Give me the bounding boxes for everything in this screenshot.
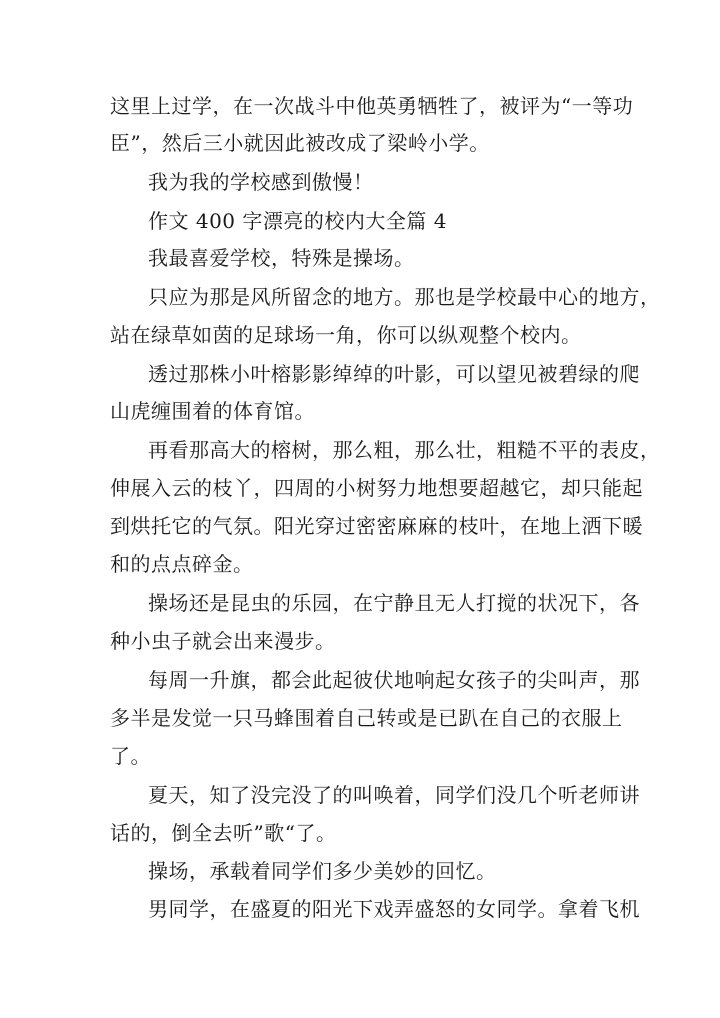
text-line: 这里上过学，在一次战斗中他英勇牺牲了，被评为“一等功 [110, 94, 634, 118]
text-line: 操场还是昆虫的乐园，在宁静且无人打搅的状况下，各 [148, 591, 640, 615]
text-line: 山虎缠围着的体育馆。 [110, 399, 315, 423]
text-line: 和的点点碎金。 [110, 552, 254, 576]
section-heading: 作文 400 字漂亮的校内大全篇 4 [148, 209, 447, 233]
text-line: 只应为那是风所留念的地方。那也是学校最中心的地方， [148, 285, 661, 309]
text-line: 多半是发觉一只马蜂围着自己转或是已趴在自己的衣服上 [110, 706, 623, 730]
text-line: 操场，承载着同学们多少美妙的回忆。 [148, 859, 497, 883]
text-line: 透过那株小叶榕影影绰绰的叶影，可以望见被碧绿的爬 [148, 362, 640, 386]
text-line: 到烘托它的气氛。阳光穿过密密麻麻的枝叶，在地上洒下暖 [110, 514, 643, 538]
text-line: 站在绿草如茵的足球场一角，你可以纵观整个校内。 [110, 323, 582, 347]
text-line: 男同学，在盛夏的阳光下戏弄盛怒的女同学。拿着飞机 [148, 897, 640, 921]
text-line: 话的，倒全去听”歌“了。 [110, 821, 337, 845]
text-line: 我最喜爱学校，特殊是操场。 [148, 246, 415, 270]
text-line: 种小虫子就会出来漫步。 [110, 629, 336, 653]
text-line: 每周一升旗，都会此起彼伏地响起女孩子的尖叫声，那 [148, 668, 640, 692]
text-line: 臣”，然后三小就因此被改成了梁岭小学。 [110, 131, 490, 155]
text-line: 了。 [110, 744, 151, 768]
text-line: 再看那高大的榕树，那么粗，那么壮，粗糙不平的表皮， [148, 438, 661, 462]
text-line: 我为我的学校感到傲慢！ [148, 170, 374, 194]
text-line: 夏天，知了没完没了的叫唤着，同学们没几个听老师讲 [148, 783, 640, 807]
text-line: 伸展入云的枝丫，四周的小树努力地想要超越它，却只能起 [110, 476, 643, 500]
